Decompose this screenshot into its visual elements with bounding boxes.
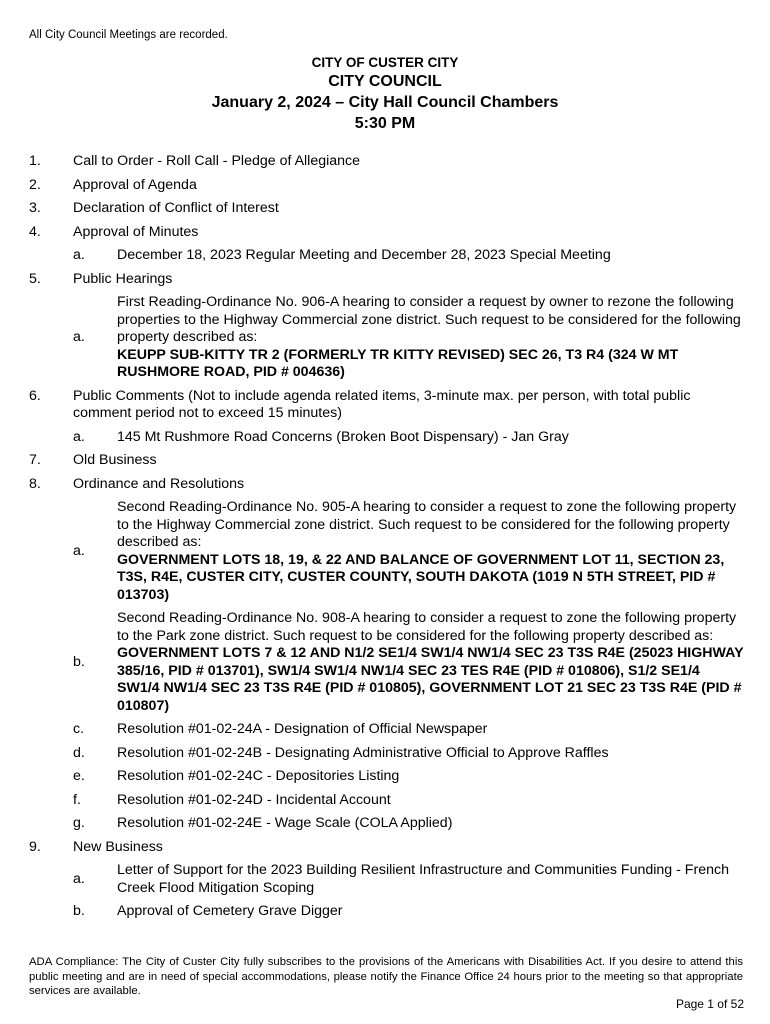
agenda-subitem-text: Second Reading-Ordinance No. 908-A hearing to consider a request to zone the following property to the Park zone district. Such request to be considered for the following property described as: <box>117 610 737 644</box>
agenda-subitem-text: Resolution #01-02-24E - Wage Scale (COLA Applied) <box>117 815 453 831</box>
agenda-item-number: 9. <box>29 838 41 855</box>
agenda-subitem <box>73 294 745 382</box>
agenda-subitem-content <box>117 499 745 604</box>
agenda-subitem-content <box>117 745 745 763</box>
agenda-subitem-content <box>117 768 745 786</box>
agenda-subitem-text: Letter of Support for the 2023 Building Resilient Infrastructure and Communities Funding - French Creek Flood Mitigation Scoping <box>117 862 729 896</box>
agenda-item-number: 7. <box>29 452 41 468</box>
agenda-subitem <box>73 815 745 833</box>
agenda-subitem-content <box>117 903 745 921</box>
agenda-subitem <box>73 792 745 810</box>
ada-compliance-notice: ADA Compliance: The City of Custer City fully subscribes to the provisions of the Americans with Disabilities Act. If you desire to attend this public meeting and are in need of special accommodations, please notify the Finance Office 24 hours prior to the meeting so that appropriate services are available. <box>29 956 743 997</box>
agenda-subitem-text: Resolution #01-02-24D - Incidental Account <box>117 791 391 808</box>
agenda-subitem <box>73 610 745 715</box>
agenda-subitem-letter: f. <box>73 791 81 808</box>
agenda-subitem <box>73 768 745 786</box>
agenda-item-number: 8. <box>29 475 41 492</box>
agenda-subitem <box>73 862 745 897</box>
council-name: CITY COUNCIL <box>328 73 442 90</box>
agenda-subitem-letter: a. <box>73 428 85 445</box>
agenda-subitem-content <box>117 721 745 739</box>
agenda-subitem <box>73 745 745 763</box>
agenda-item-text: Approval of Minutes <box>73 223 199 240</box>
agenda-subitem <box>73 429 745 447</box>
agenda-subitem-content <box>117 610 745 715</box>
agenda-item-number: 2. <box>29 176 41 193</box>
agenda-item-text: Call to Order - Roll Call - Pledge of Allegiance <box>73 153 361 169</box>
agenda-subitem-text: Resolution #01-02-24A - Designation of Official Newspaper <box>117 721 488 737</box>
agenda-subitem <box>73 903 745 921</box>
agenda-subitem-text: Approval of Cemetery Grave Digger <box>117 903 343 919</box>
agenda-subitem-letter: c. <box>73 721 85 737</box>
agenda-item-number: 3. <box>29 200 41 216</box>
agenda-item <box>29 153 745 171</box>
agenda-subitem <box>73 247 745 265</box>
agenda-item-text: New Business <box>73 838 163 855</box>
agenda-subitem-text: First Reading-Ordinance No. 906-A hearing to consider a request by owner to rezone the following properties to the Highway Commercial zone district. Such request to be considered for the following property described as: <box>117 294 741 345</box>
meeting-time: 5:30 PM <box>354 115 416 132</box>
property-legal-description: KEUPP SUB-KITTY TR 2 (FORMERLY TR KITTY REVISED) SEC 26, T3 R4 (324 W MT RUSHMORE ROAD, PID # 004636) <box>117 346 679 380</box>
property-legal-description: GOVERNMENT LOTS 18, 19, & 22 AND BALANCE OF GOVERNMENT LOT 11, SECTION 23, T3S, R4E, CUSTER CITY, CUSTER COUNTY, SOUTH DAKOTA (1019 N 5TH STREET, PID # 013703) <box>117 551 725 603</box>
agenda-subitem-text: Second Reading-Ordinance No. 905-A hearing to consider a request to zone the following property to the Highway Commercial zone district. Such request to be considered for the following property described as: <box>117 499 737 550</box>
agenda-subitem-content <box>117 815 745 833</box>
agenda-subitem-text: Resolution #01-02-24B - Designating Administrative Official to Approve Raffles <box>117 744 609 761</box>
agenda-subitem-letter: g. <box>73 815 85 831</box>
agenda-subitem <box>73 499 745 604</box>
agenda-item <box>29 476 745 494</box>
agenda-item <box>29 452 745 470</box>
agenda-subitem-letter: a. <box>73 542 85 559</box>
agenda-item-text: Old Business <box>73 452 157 468</box>
agenda-subitem-letter: b. <box>73 653 85 670</box>
agenda-subitem-letter: a. <box>73 329 85 345</box>
agenda-subitem-letter: e. <box>73 768 85 784</box>
agenda-item <box>29 177 745 195</box>
agenda-subitem-content <box>117 247 745 265</box>
agenda-item-number: 1. <box>29 153 41 169</box>
agenda-item-text: Declaration of Conflict of Interest <box>73 200 279 216</box>
agenda-item-text: Public Hearings <box>73 270 173 287</box>
agenda-item-number: 4. <box>29 223 41 240</box>
agenda-item <box>29 388 745 423</box>
agenda-subitem-letter: a. <box>73 870 85 887</box>
agenda-subitem-text: 145 Mt Rushmore Road Concerns (Broken Boot Dispensary) - Jan Gray <box>117 428 569 445</box>
agenda-subitem-letter: a. <box>73 247 85 263</box>
agenda-list <box>29 153 745 927</box>
recording-notice: All City Council Meetings are recorded. <box>29 29 228 41</box>
agenda-item-text: Ordinance and Resolutions <box>73 475 245 492</box>
agenda-subitem-content <box>117 792 745 810</box>
agenda-item <box>29 224 745 242</box>
agenda-item <box>29 839 745 857</box>
agenda-header <box>0 54 770 134</box>
agenda-item <box>29 271 745 289</box>
agenda-subitem-letter: d. <box>73 744 85 761</box>
property-legal-description: GOVERNMENT LOTS 7 & 12 AND N1/2 SE1/4 SW1/4 NW1/4 SEC 23 T3S R4E (25023 HIGHWAY 385/16, PID # 013701), SW1/4 SW1/4 NW1/4 SEC 23 TES R4E (PID # 010806), S1/2 SE1/4 SW1/4 NW1/4 SEC 23 T3S R4E (PID # 010805), GOVERNMENT LOT 21 SEC 23 T3S R4E (PID # 010807) <box>117 645 744 714</box>
agenda-subitem-content <box>117 862 745 897</box>
agenda-item-number: 6. <box>29 387 41 404</box>
agenda-subitem-letter: b. <box>73 903 85 919</box>
agenda-item-text: Public Comments (Not to include agenda related items, 3-minute max. per person, with total public comment period not to exceed 15 minutes) <box>73 387 691 421</box>
agenda-item-number: 5. <box>29 270 41 287</box>
agenda-subitem-text: December 18, 2023 Regular Meeting and December 28, 2023 Special Meeting <box>117 247 611 263</box>
meeting-date-location: January 2, 2024 – City Hall Council Chambers <box>211 94 559 111</box>
page-number: Page 1 of 52 <box>675 997 744 1011</box>
agenda-item-text: Approval of Agenda <box>73 176 197 193</box>
city-name: CITY OF CUSTER CITY <box>311 55 459 70</box>
agenda-subitem-content <box>117 429 745 447</box>
agenda-subitem <box>73 721 745 739</box>
agenda-subitem-text: Resolution #01-02-24C - Depositories Listing <box>117 768 400 784</box>
agenda-item <box>29 200 745 218</box>
agenda-subitem-content <box>117 294 745 382</box>
